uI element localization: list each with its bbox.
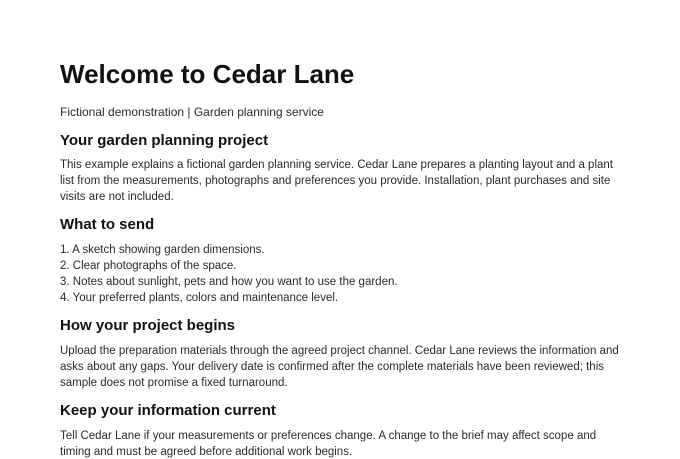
section-body-keep-current [60, 428, 630, 459]
section-body-project [60, 157, 630, 205]
section-body-project-begins [60, 343, 630, 391]
paragraph-line: list from the measurements, photographs and preferences you provide. Installation, plant purchases and site [60, 175, 611, 187]
what-to-send-list [60, 242, 398, 306]
list-item: 3. Notes about sunlight, pets and how you want to use the garden. [60, 276, 398, 288]
section-heading-project-begins: How your project begins [60, 317, 236, 334]
list-item: 2. Clear photographs of the space. [60, 260, 237, 272]
section-heading-what-to-send: What to send [60, 216, 155, 233]
list-item: 4. Your preferred plants, colors and maintenance level. [60, 292, 339, 304]
paragraph-line: timing and must be agreed before additional work begins. [60, 446, 353, 458]
section-heading-project: Your garden planning project [60, 132, 269, 149]
section-heading-keep-current: Keep your information current [60, 402, 276, 419]
paragraph-line: visits are not included. [60, 191, 174, 203]
paragraph-line: sample does not promise a fixed turnaround. [60, 377, 288, 389]
page-subtitle: Fictional demonstration | Garden planning service [60, 105, 324, 119]
paragraph-line: Upload the preparation materials through the agreed project channel. Cedar Lane reviews the information and [60, 345, 619, 357]
page-title: Welcome to Cedar Lane [60, 59, 355, 89]
list-item: 1. A sketch showing garden dimensions. [60, 244, 265, 256]
paragraph-line: asks about any gaps. Your delivery date is confirmed after the complete materials have been reviewed; this [60, 361, 604, 373]
paragraph-line: This example explains a fictional garden planning service. Cedar Lane prepares a planting layout and a plant [60, 159, 613, 171]
paragraph-line: Tell Cedar Lane if your measurements or preferences change. A change to the brief may affect scope and [60, 430, 597, 442]
